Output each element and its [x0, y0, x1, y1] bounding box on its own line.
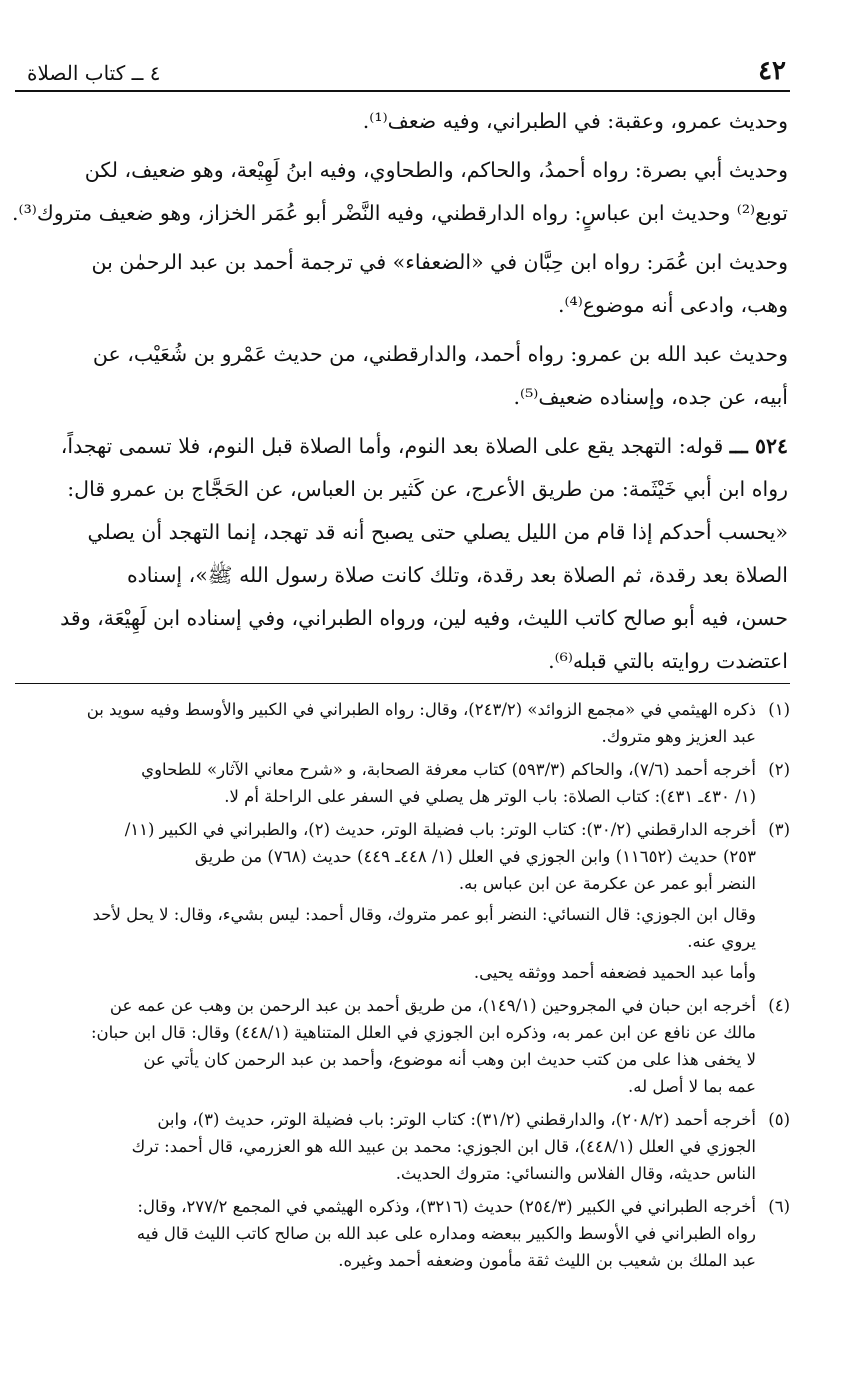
- running-title: ٤ ــ كتاب الصلاة: [27, 61, 161, 85]
- footnote-line: ذكره الهيثمي في «مجمع الزوائد» (٢٤٣/٢)، وقال: رواه الطبراني في الكبير والأوسط وفيه سويد بن: [86, 700, 756, 719]
- footnote-line: النضر أبو عمر عن عكرمة عن ابن عباس به.: [458, 874, 756, 893]
- entry-text: قوله: التهجد يقع على الصلاة بعد النوم، وأما الصلاة قبل النوم، فلا تسمى تهجداً،: [60, 434, 724, 458]
- footnote-line: لا يخفى هذا على من كتب حديث ابن وهب أنه موضوع، وأحمد بن عبد الرحمن كان يأتي عن: [143, 1050, 756, 1069]
- footnote-line: أخرجه أحمد (٧/٦)، والحاكم (٥٩٣/٣) كتاب معرفة الصحابة، و «شرح معاني الآثار» للطحاوي: [141, 760, 756, 779]
- footnote-label: (٣): [768, 820, 790, 839]
- footnote-label: (٥): [768, 1110, 790, 1129]
- text-line: وحديث أبي بصرة: رواه أحمدُ، والحاكم، والطحاوي، وفيه ابنُ لَهِيْعة، وهو ضعيف، لكن: [84, 158, 788, 182]
- page-header: [15, 52, 790, 92]
- text-line: [20, 425, 788, 468]
- entry-number: ٥٢٤ ـــ: [729, 434, 788, 458]
- footnote-label: (٤): [768, 996, 790, 1015]
- footnote-line: عمه بما لا أصل له.: [628, 1077, 756, 1096]
- footnote-3: [15, 816, 790, 986]
- footnote-line: مالك عن نافع عن ابن عمر به، وذكره ابن الجوزي في العلل المتناهية (٤٤٨/١) وقال: قال ابن حبان:: [90, 1023, 756, 1042]
- footnote-2: [15, 756, 790, 810]
- text-line: اعتضدت روايته بالتي قبله⁽⁶⁾.: [548, 649, 788, 673]
- footnote-label: (٢): [768, 760, 790, 779]
- text-line: الصلاة بعد رقدة، ثم الصلاة بعد رقدة، وتلك كانت صلاة رسول الله ﷺ»، إسناده: [126, 563, 788, 587]
- footnote-line: أخرجه الدارقطني (٣٠/٢): كتاب الوتر: باب فضيلة الوتر، حديث (٢)، والطبراني في الكبير (١١/: [124, 820, 756, 839]
- footnote-line: أخرجه الطبراني في الكبير (٢٥٤/٣) حديث (٣٢١٦)، وذكره الهيثمي في المجمع ٢٧٧/٢، وقال:: [137, 1197, 756, 1216]
- footnote-line: وأما عبد الحميد فضعفه أحمد ووثقه يحيى.: [473, 963, 756, 982]
- footnote-5: [15, 1106, 790, 1187]
- paragraph-amr-uqba: [20, 100, 788, 143]
- text-line: توبع⁽²⁾ وحديث ابن عباسٍ: رواه الدارقطني، وفيه النَّضْر أبو عُمَر الخزاز، وهو ضعيف متروك⁽³⁾.: [12, 201, 788, 225]
- paragraph-abu-basra: [12, 149, 788, 235]
- footnote-line: أخرجه أحمد (٢٠٨/٢)، والدارقطني (٣١/٢): كتاب الوتر: باب فضيلة الوتر، حديث (٣)، وابن: [157, 1110, 756, 1129]
- paragraph-524: [20, 425, 788, 683]
- footnote-line: الناس حديثه، وقال الفلاس والنسائي: متروك الحديث.: [395, 1164, 756, 1183]
- footnote-divider: [15, 683, 790, 685]
- text-line: حسن، فيه أبو صالح كاتب الليث، وفيه لين، ورواه الطبراني، وفي إسناده ابن لَهِيْعَة، وقد: [60, 606, 788, 630]
- footnote-label: (٦): [768, 1197, 790, 1216]
- footnote-line: رواه الطبراني في الأوسط والكبير ببعضه ومداره على عبد الله بن صالح كاتب الليث قال فيه: [136, 1224, 756, 1243]
- footnote-line: (١/ ٤٣٠ـ ٤٣١): كتاب الصلاة: باب الوتر هل يصلي في السفر على الراحلة أم لا.: [224, 787, 756, 806]
- text-line: رواه ابن أبي خَيْثَمة: من طريق الأعرج، عن كَثير بن العباس، عن الحَجَّاج بن عمرو قال:: [67, 477, 788, 501]
- main-text: [12, 100, 788, 689]
- text-line: وحديث عمرو، وعقبة: في الطبراني، وفيه ضعف⁽¹⁾.: [362, 109, 788, 133]
- footnote-line: يروي عنه.: [687, 932, 756, 951]
- page-number: ٤٢: [758, 56, 786, 86]
- footnote-line: وقال ابن الجوزي: قال النسائي: النضر أبو عمر متروك، وقال أحمد: ليس بشيء، وقال: لا يحل لأحد: [92, 905, 756, 924]
- footnote-line: عبد الملك بن شعيب بن الليث ثقة مأمون وضعفه أحمد وغيره.: [338, 1251, 756, 1270]
- footnote-line: عبد العزيز وهو متروك.: [601, 727, 756, 746]
- footnote-line: الجوزي في العلل (٤٤٨/١)، قال ابن الجوزي: محمد بن عبيد الله هو العزرمي، قال أحمد: ترك: [131, 1137, 756, 1156]
- text-line: وهب، وادعى أنه موضوع⁽⁴⁾.: [557, 293, 788, 317]
- footnote-line: أخرجه ابن حبان في المجروحين (١٤٩/١)، من طريق أحمد بن عبد الرحمن بن وهب عن عمه عن: [109, 996, 756, 1015]
- footnote-1: [15, 696, 790, 750]
- paragraph-ibn-umar: [20, 241, 788, 327]
- footnote-line: ٢٥٣) حديث (١١٦٥٢) وابن الجوزي في العلل (١/ ٤٤٨ـ ٤٤٩) حديث (٧٦٨) من طريق: [194, 847, 756, 866]
- text-line: «يحسب أحدكم إذا قام من الليل يصلي حتى يصبح أنه قد تهجد، إنما التهجد أن يصلي: [87, 520, 788, 544]
- footnote-4: [15, 992, 790, 1100]
- text-line: أبيه، عن جده، وإسناده ضعيف⁽⁵⁾.: [513, 385, 788, 409]
- paragraph-abdullah-ibn-amr: [20, 333, 788, 419]
- text-line: وحديث ابن عُمَر: رواه ابن حِبَّان في «الضعفاء» في ترجمة أحمد بن عبد الرحمٰن بن: [91, 250, 788, 274]
- footnote-6: [15, 1193, 790, 1274]
- text-line: وحديث عبد الله بن عمرو: رواه أحمد، والدارقطني، من حديث عَمْرو بن شُعَيْب، عن: [92, 342, 788, 366]
- footnotes: [15, 696, 790, 1280]
- footnote-label: (١): [768, 700, 790, 719]
